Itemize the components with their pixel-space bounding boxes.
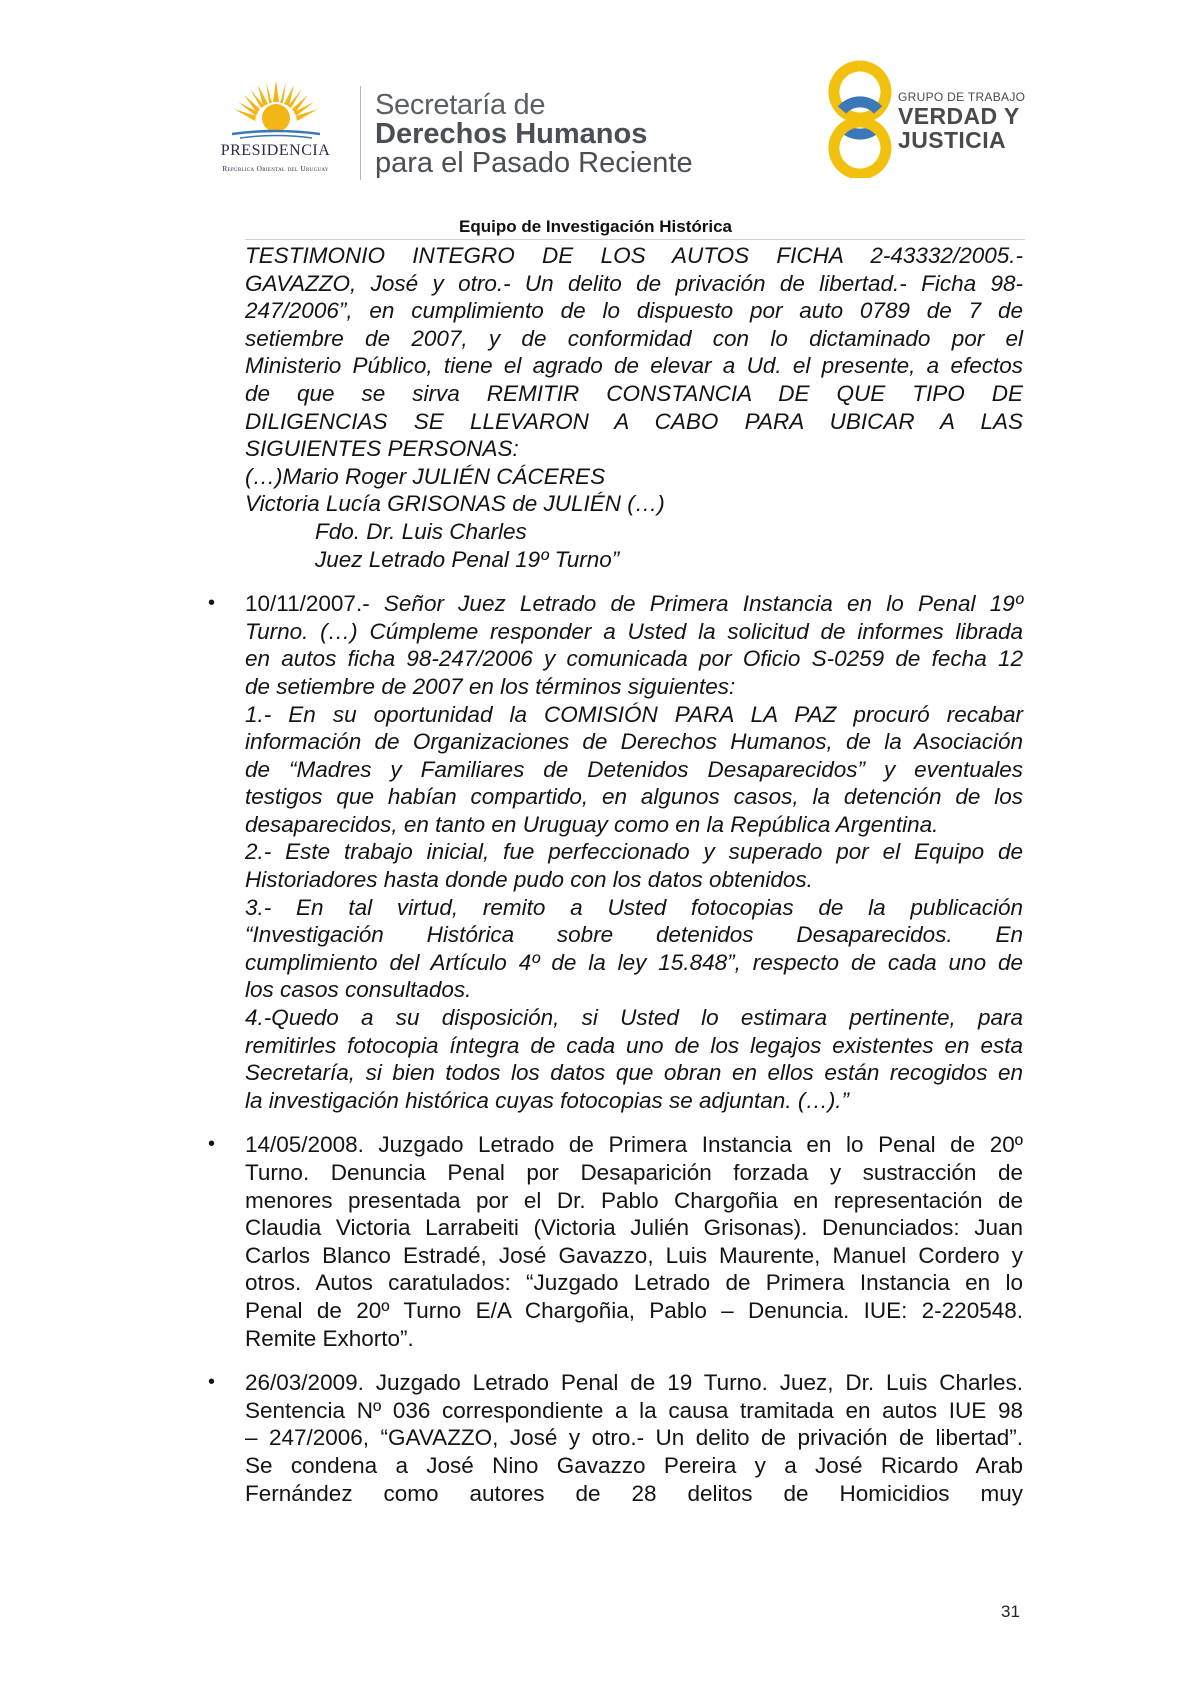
text-line: TESTIMONIO INTEGRO DE LOS AUTOS FICHA 2-43332/2005.- (245, 243, 1023, 268)
list-item (208, 1369, 1023, 1507)
text-line: – 247/2006, “GAVAZZO, José y otro.- Un delito de privación de libertad”. (245, 1425, 1023, 1451)
bullet: • (208, 1371, 216, 1394)
header-rule (245, 239, 1025, 240)
text-line: 3.- En tal virtud, remito a Usted fotocopias de la publicación (245, 894, 1023, 920)
text-line: testigos que habían compartido, en algunos casos, la detención de los (245, 784, 1023, 810)
text-line: Fernández como autores de 28 delitos de Homicidios muy (245, 1480, 1023, 1506)
sun-emblem-icon (226, 78, 326, 140)
text-line: Victoria Lucía GRISONAS de JULIÉN (…) (245, 491, 665, 517)
presidencia-name: PRESIDENCIA (220, 142, 331, 159)
verdad-justicia-wordmark (898, 90, 1025, 152)
text-line: 26/03/2009. Juzgado Letrado Penal de 19 Turno. Juez, Dr. Luis Charles. (245, 1370, 1023, 1396)
signature-line: Juez Letrado Penal 19º Turno” (315, 546, 620, 572)
list-item (208, 1131, 1023, 1352)
item-text: Señor Juez Letrado de Primera Instancia en lo Penal 19º (369, 591, 1023, 617)
text-line: Remite Exhorto”. (245, 1325, 414, 1351)
text-line: “Investigación Histórica sobre detenidos Desaparecidos. En (245, 922, 1023, 948)
text-line: Penal de 20º Turno E/A Chargoñia, Pablo – Denuncia. IUE: 2-220548. (245, 1297, 1023, 1323)
list-item (208, 590, 1023, 1114)
secretaria-line-2: Derechos Humanos (375, 118, 648, 150)
secretaria-line-3: para el Pasado Reciente (375, 147, 693, 179)
gtvj-line-2: VERDAD Y (898, 103, 1020, 129)
text-line: Carlos Blanco Estradé, José Gavazzo, Luis Maurente, Manuel Cordero y (245, 1242, 1023, 1268)
text-line: Secretaría, si bien todos los datos que obran en ellos están recogidos en (245, 1060, 1023, 1086)
text-line: Se condena a José Nino Gavazzo Pereira y a José Ricardo Arab (245, 1452, 1023, 1478)
quoted-continuation (245, 242, 1023, 573)
document-body (208, 242, 1023, 1507)
text-line: 4.-Quedo a su disposición, si Usted lo estimara pertinente, para (245, 1005, 1023, 1031)
text-line: Turno. (…) Cúmpleme responder a Usted la solicitud de informes librada (245, 618, 1023, 644)
text-line: 2.- Este trabajo inicial, fue perfeccionado y superado por el Equipo de (245, 839, 1023, 865)
text-line: Claudia Victoria Larrabeiti (Victoria Julién Grisonas). Denunciados: Juan (245, 1215, 1023, 1241)
team-title: Equipo de Investigación Histórica (459, 217, 732, 236)
presidencia-logo (198, 78, 353, 178)
verdad-justicia-rings-icon (820, 58, 900, 178)
text-line: GAVAZZO, José y otro.- Un delito de privación de libertad.- Ficha 98- (245, 270, 1023, 296)
text-line: desaparecidos, en tanto en Uruguay como en la República Argentina. (245, 811, 939, 837)
bullet: • (208, 592, 216, 615)
secretaria-title (375, 91, 693, 178)
text-line: 247/2006”, en cumplimiento de lo dispuesto por auto 0789 de 7 de (245, 298, 1023, 324)
gtvj-line-1: GRUPO DE TRABAJO (898, 90, 1026, 104)
secretaria-line-1: Secretaría de (375, 89, 546, 121)
text-line: (…)Mario Roger JULIÉN CÁCERES (245, 463, 606, 489)
page-header (0, 0, 1191, 240)
text-line (245, 590, 1023, 618)
text-line: menores presentada por el Dr. Pablo Chargoñia en representación de (245, 1187, 1023, 1213)
text-line: en autos ficha 98-247/2006 y comunicada por Oficio S-0259 de fecha 12 (245, 646, 1023, 672)
text-line: Ministerio Público, tiene el agrado de elevar a Ud. el presente, a efectos (245, 353, 1023, 379)
text-line: de setiembre de 2007 en los términos siguientes: (245, 673, 736, 699)
logo-divider (360, 86, 361, 180)
page-number: 31 (1001, 1602, 1020, 1621)
text-line: 14/05/2008. Juzgado Letrado de Primera Instancia en lo Penal de 20º (245, 1132, 1023, 1158)
text-line: de que se sirva REMITIR CONSTANCIA DE QUE TIPO DE (245, 380, 1023, 406)
text-line: DILIGENCIAS SE LLEVARON A CABO PARA UBICAR A LAS (245, 408, 1023, 434)
text-line: de “Madres y Familiares de Detenidos Desaparecidos” y eventuales (245, 756, 1023, 782)
text-line: remitirles fotocopia íntegra de cada uno de los legajos existentes en esta (245, 1032, 1023, 1058)
text-line: otros. Autos caratulados: “Juzgado Letrado de Primera Instancia en lo (245, 1270, 1023, 1296)
text-line: Historiadores hasta donde pudo con los datos obtenidos. (245, 867, 813, 893)
text-line: setiembre de 2007, y de conformidad con lo dictaminado por el (245, 325, 1023, 351)
text-line: Sentencia Nº 036 correspondiente a la causa tramitada en autos IUE 98 (245, 1397, 1023, 1423)
text-line: SIGUIENTES PERSONAS: (245, 436, 519, 462)
text-line: información de Organizaciones de Derechos Humanos, de la Asociación (245, 729, 1023, 755)
text-line: Turno. Denuncia Penal por Desaparición forzada y sustracción de (245, 1160, 1023, 1185)
text-line: los casos consultados. (245, 977, 472, 1003)
text-line: 1.- En su oportunidad la COMISIÓN PARA LA PAZ procuró recabar (245, 701, 1023, 727)
gtvj-line-3: JUSTICIA (898, 127, 1006, 153)
presidencia-subtitle: República Oriental del Uruguay (222, 164, 329, 173)
text-line: la investigación histórica cuyas fotocopias se adjuntan. (…).” (245, 1087, 850, 1113)
signature-line: Fdo. Dr. Luis Charles (315, 518, 527, 544)
text-line: cumplimiento del Artículo 4º de la ley 15.848”, respecto de cada uno de (245, 949, 1023, 975)
item-date: 10/11/2007.- (245, 591, 370, 617)
bullet: • (208, 1133, 216, 1156)
